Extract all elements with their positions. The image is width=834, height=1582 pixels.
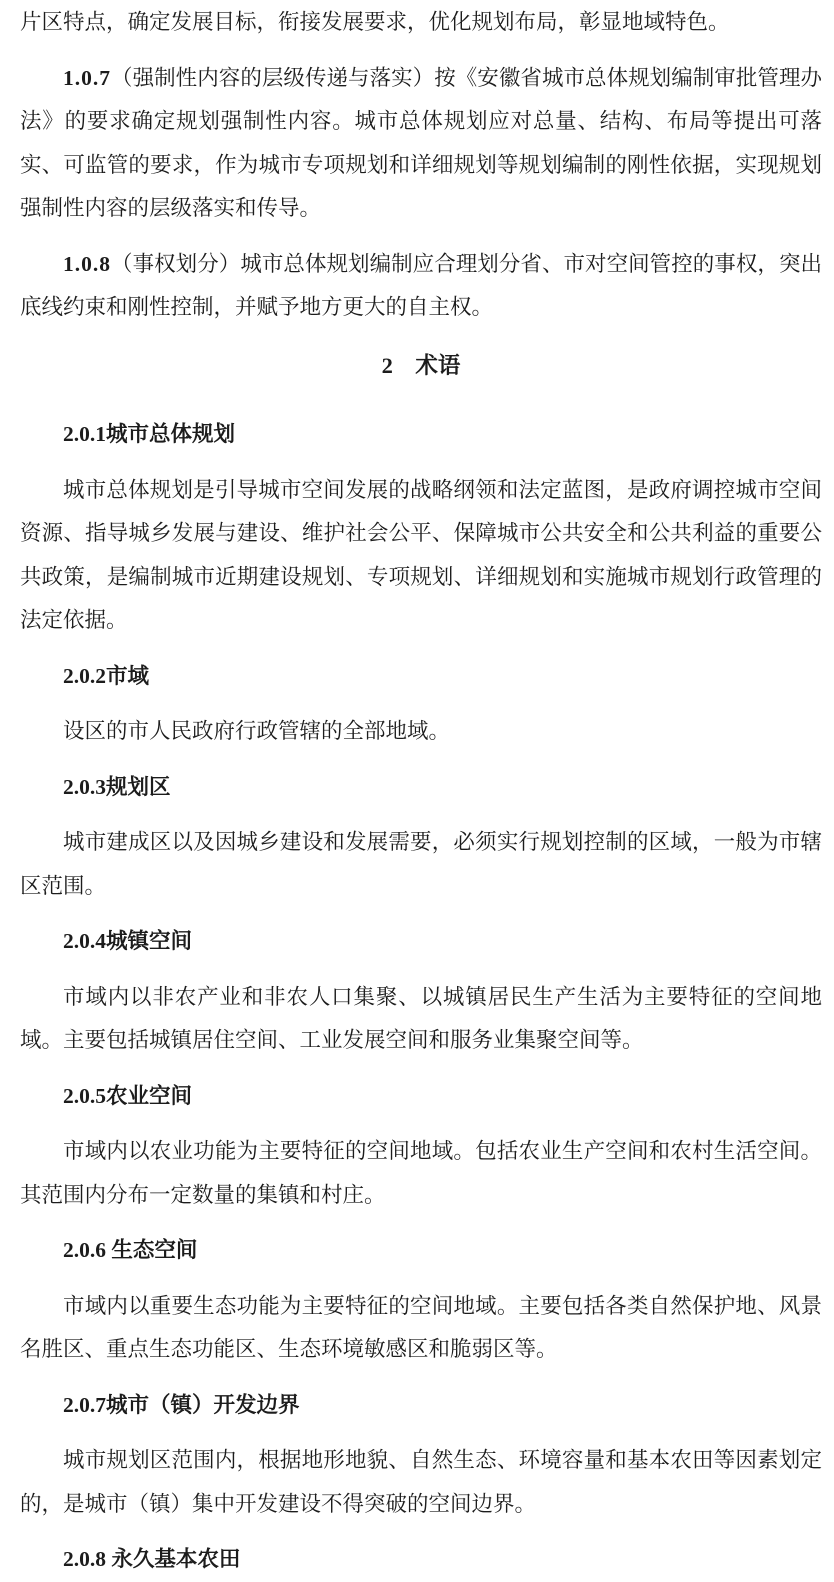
- body-paragraph: 市域内以非农产业和非农人口集聚、以城镇居民生产生活为主要特征的空间地域。主要包括城镇居住空间、工业发展空间和服务业集聚空间等。: [20, 984, 822, 1052]
- clause-text: （事权划分）城市总体规划编制应合理划分省、市对空间管控的事权，突出底线约束和刚性控制，并赋予地方更大的自主权。: [20, 251, 822, 319]
- term-heading: 2.0.7城市（镇）开发边界: [63, 1392, 300, 1417]
- term-heading: 2.0.2市域: [63, 663, 150, 688]
- clause-text: （强制性内容的层级传递与落实）按《安徽省城市总体规划编制审批管理办法》的要求确定规划强制性内容。城市总体规划应对总量、结构、布局等提出可落实、可监管的要求，作为城市专项规划和详细规划等规划编制的刚性依据，实现规划强制性内容的层级落实和传导。: [20, 65, 822, 220]
- body-paragraph: 设区的市人民政府行政管辖的全部地域。: [63, 719, 451, 743]
- term-heading: 2.0.4城镇空间: [63, 929, 193, 953]
- body-paragraph: 市域内以重要生态功能为主要特征的空间地域。主要包括各类自然保护地、风景名胜区、重点生态功能区、生态环境敏感区和脆弱区等。: [20, 1293, 822, 1361]
- term-heading: 2.0.3规划区: [63, 774, 171, 799]
- term-heading: 2.0.8 永久基本农田: [63, 1547, 241, 1571]
- term-heading: 2.0.5农业空间: [63, 1083, 193, 1108]
- term-heading: 2.0.6 生态空间: [63, 1238, 198, 1262]
- clause-paragraph: [20, 243, 822, 330]
- body-paragraph: 城市总体规划是引导城市空间发展的战略纲领和法定蓝图，是政府调控城市空间资源、指导城乡发展与建设、维护社会公平、保障城市公共安全和公共利益的重要公共政策，是编制城市近期建设规划、专项规划、详细规划和实施城市规划行政管理的法定依据。: [20, 477, 822, 632]
- body-paragraph: 城市规划区范围内，根据地形地貌、自然生态、环境容量和基本农田等因素划定的，是城市（镇）集中开发建设不得突破的空间边界。: [20, 1448, 822, 1516]
- clause-paragraph: [20, 57, 822, 231]
- paragraph-continuation: 片区特点，确定发展目标，衔接发展要求，优化规划布局，彰显地域特色。: [20, 10, 730, 34]
- chapter-heading: 2 术语: [381, 352, 461, 378]
- body-paragraph: 城市建成区以及因城乡建设和发展需要，必须实行规划控制的区域，一般为市辖区范围。: [20, 830, 822, 898]
- clause-number: 1.0.8: [63, 251, 111, 276]
- term-heading: 2.0.1城市总体规划: [63, 422, 236, 446]
- body-paragraph: 市域内以农业功能为主要特征的空间地域。包括农业生产空间和农村生活空间。其范围内分布一定数量的集镇和村庄。: [20, 1139, 822, 1207]
- clause-number: 1.0.7: [63, 65, 111, 90]
